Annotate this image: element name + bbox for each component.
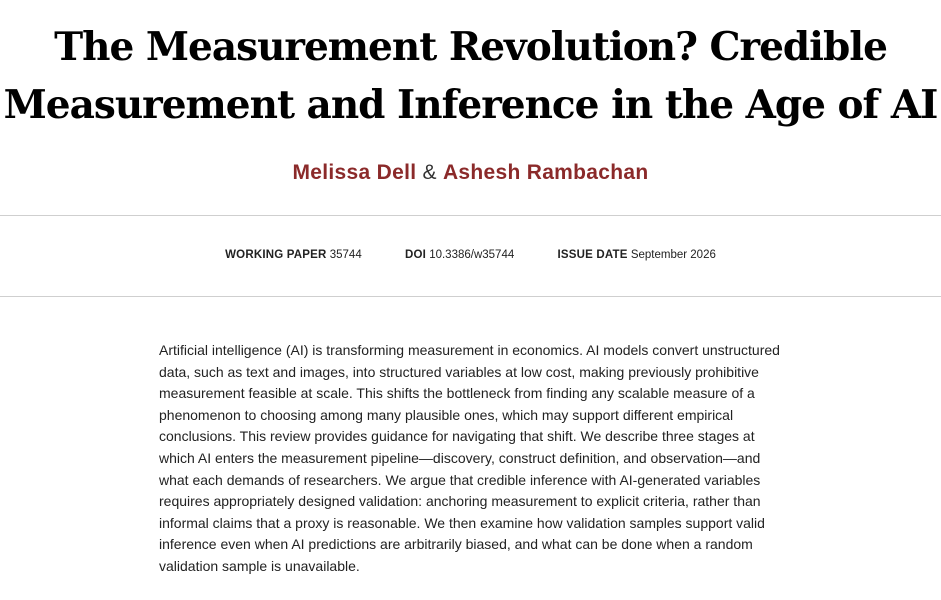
author-link-dell[interactable]: Melissa Dell xyxy=(292,161,417,184)
doi-label: DOI xyxy=(404,249,426,261)
working-paper-label: WORKING PAPER xyxy=(225,249,327,261)
working-paper-info xyxy=(225,247,362,263)
abstract-text: Artificial intelligence (AI) is transforming measurement in economics. AI models convert unstructured data, such as text and images, into structured variables at low cost, making previously prohibitive measurement feasible at scale. This shifts the bottleneck from finding any scalable measure of a phenomenon to choosing among many plausible ones, which may support different empirical conclusions. This review provides guidance for navigating that shift. We describe three stages at which AI enters the measurement pipeline—discovery, construct definition, and observation—and what each demands of researchers. We argue that credible inference with AI-generated variables requires appropriately designed validation: anchoring measurement to explicit criteria, rather than informal claims that a proxy is reasonable. We then examine how validation samples support valid inference even when AI predictions are arbitrarily biased, and what can be done when a random validation sample is unavailable. xyxy=(159,342,780,574)
paper-metadata-bar xyxy=(0,247,941,263)
doi-info xyxy=(405,247,514,263)
author-list xyxy=(0,158,941,188)
divider-top xyxy=(0,215,941,216)
author-separator: & xyxy=(422,161,437,184)
paper-title: The Measurement Revolution? Credible Measurement and Inference in the Age of AI xyxy=(3,24,938,128)
issue-date-info xyxy=(557,247,715,263)
working-paper-number: 35744 xyxy=(329,249,362,261)
doi-value: 10.3386/w35744 xyxy=(429,249,515,261)
divider-bottom xyxy=(0,296,941,297)
issue-date-label: ISSUE DATE xyxy=(557,249,628,261)
author-link-rambachan[interactable]: Ashesh Rambachan xyxy=(442,161,649,184)
issue-date-value: September 2026 xyxy=(630,249,716,261)
